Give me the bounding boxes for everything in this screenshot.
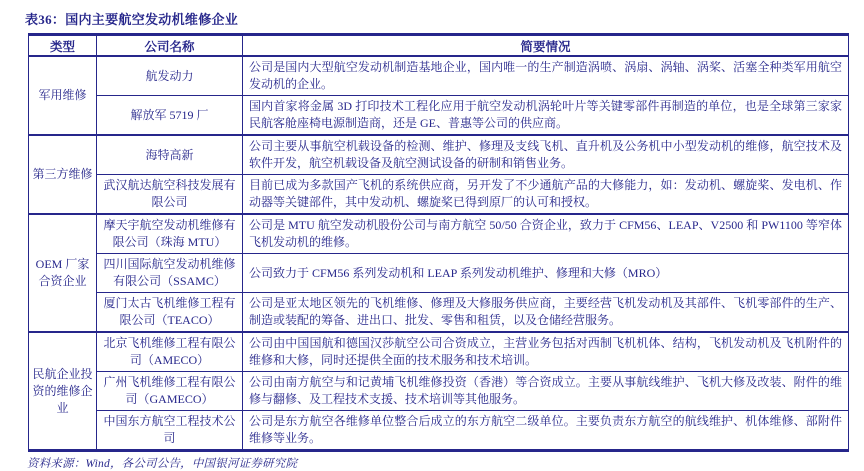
table-row	[29, 56, 849, 96]
type-group-cell: 第三方维修	[29, 135, 97, 214]
maintenance-companies-table	[28, 33, 849, 452]
header-type: 类型	[29, 35, 97, 57]
table-row	[29, 96, 849, 136]
type-group-cell: OEM 厂家合资企业	[29, 214, 97, 332]
table-row	[29, 372, 849, 411]
header-brief-info: 简要情况	[243, 35, 849, 57]
company-desc-cell: 公司由中国国航和德国汉莎航空公司合资成立，主营业务包括对西制飞机机体、结构，飞机发动机及飞机附件的维修和大修，同时还提供全面的技术服务和技术培训。	[243, 332, 849, 372]
company-name-cell: 中国东方航空工程技术公司	[97, 411, 243, 451]
company-name-cell: 北京飞机维修工程有限公司（AMECO）	[97, 332, 243, 372]
company-desc-cell: 目前已成为多款国产飞机的系统供应商，另开发了不少通航产品的大修能力，如：发动机、螺旋桨、发电机、作动器等关键部件，其中发动机、螺旋桨已得到原厂的认可和授权。	[243, 175, 849, 215]
company-desc-cell: 公司主要从事航空机载设备的检测、维护、修理及支线飞机、直升机及公务机中小型发动机的维修，航空技术及软件开发，航空机载设备及航空测试设备的研制和销售业务。	[243, 135, 849, 175]
company-desc-cell: 国内首家将金属 3D 打印技术工程化应用于航空发动机涡轮叶片等关键零部件再制造的单位，也是全球第三家家民航客舱座椅电源制造商，还是 GE、普惠等公司的供应商。	[243, 96, 849, 136]
company-desc-cell: 公司是东方航空各维修单位整合后成立的东方航空二级单位。主要负责东方航空的航线维护、机体维修、部附件维修等业务。	[243, 411, 849, 451]
table-title: 表36：国内主要航空发动机维修企业	[25, 12, 239, 27]
table-row	[29, 135, 849, 175]
company-name-cell: 广州飞机维修工程有限公司（GAMECO）	[97, 372, 243, 411]
company-desc-cell: 公司是国内大型航空发动机制造基地企业，国内唯一的生产制造涡喷、涡扇、涡轴、涡桨、活塞全种类军用航空发动机的企业。	[243, 56, 849, 96]
company-desc-cell: 公司致力于 CFM56 系列发动机和 LEAP 系列发动机维护、修理和大修（MRO）	[243, 254, 849, 293]
table-row	[29, 214, 849, 254]
header-company-name: 公司名称	[97, 35, 243, 57]
type-group-cell: 民航企业投资的维修企业	[29, 332, 97, 451]
table-row	[29, 175, 849, 215]
company-name-cell: 摩天宇航空发动机维修有限公司（珠海 MTU）	[97, 214, 243, 254]
company-desc-cell: 公司是 MTU 航空发动机股份公司与南方航空 50/50 合资企业，致力于 CFM56、LEAP、V2500 和 PW1100 等窄体飞机发动机的维修。	[243, 214, 849, 254]
company-name-cell: 海特高新	[97, 135, 243, 175]
company-desc-cell: 公司由南方航空与和记黄埔飞机维修投资（香港）等合资成立。主要从事航线维护、飞机大修及改装、附件的维修与翻修、及工程技术支援、技术培训等其他服务。	[243, 372, 849, 411]
table-row	[29, 254, 849, 293]
company-name-cell: 厦门太古飞机维修工程有限公司（TEACO）	[97, 293, 243, 333]
company-name-cell: 四川国际航空发动机维修有限公司（SSAMC）	[97, 254, 243, 293]
header-row	[29, 35, 849, 57]
source-note: 资料来源：Wind，各公司公告，中国银河证券研究院	[27, 458, 298, 470]
company-name-cell: 解放军 5719 厂	[97, 96, 243, 136]
table-row	[29, 332, 849, 372]
company-name-cell: 武汉航达航空科技发展有限公司	[97, 175, 243, 215]
type-group-cell: 军用维修	[29, 56, 97, 135]
company-name-cell: 航发动力	[97, 56, 243, 96]
table-row	[29, 293, 849, 333]
table-row	[29, 411, 849, 451]
company-desc-cell: 公司是亚太地区领先的飞机维修、修理及大修服务供应商，主要经营飞机发动机及其部件、飞机零部件的生产、制造或装配的筹备、进出口、批发、零售和租赁，以及仓储经营服务。	[243, 293, 849, 333]
